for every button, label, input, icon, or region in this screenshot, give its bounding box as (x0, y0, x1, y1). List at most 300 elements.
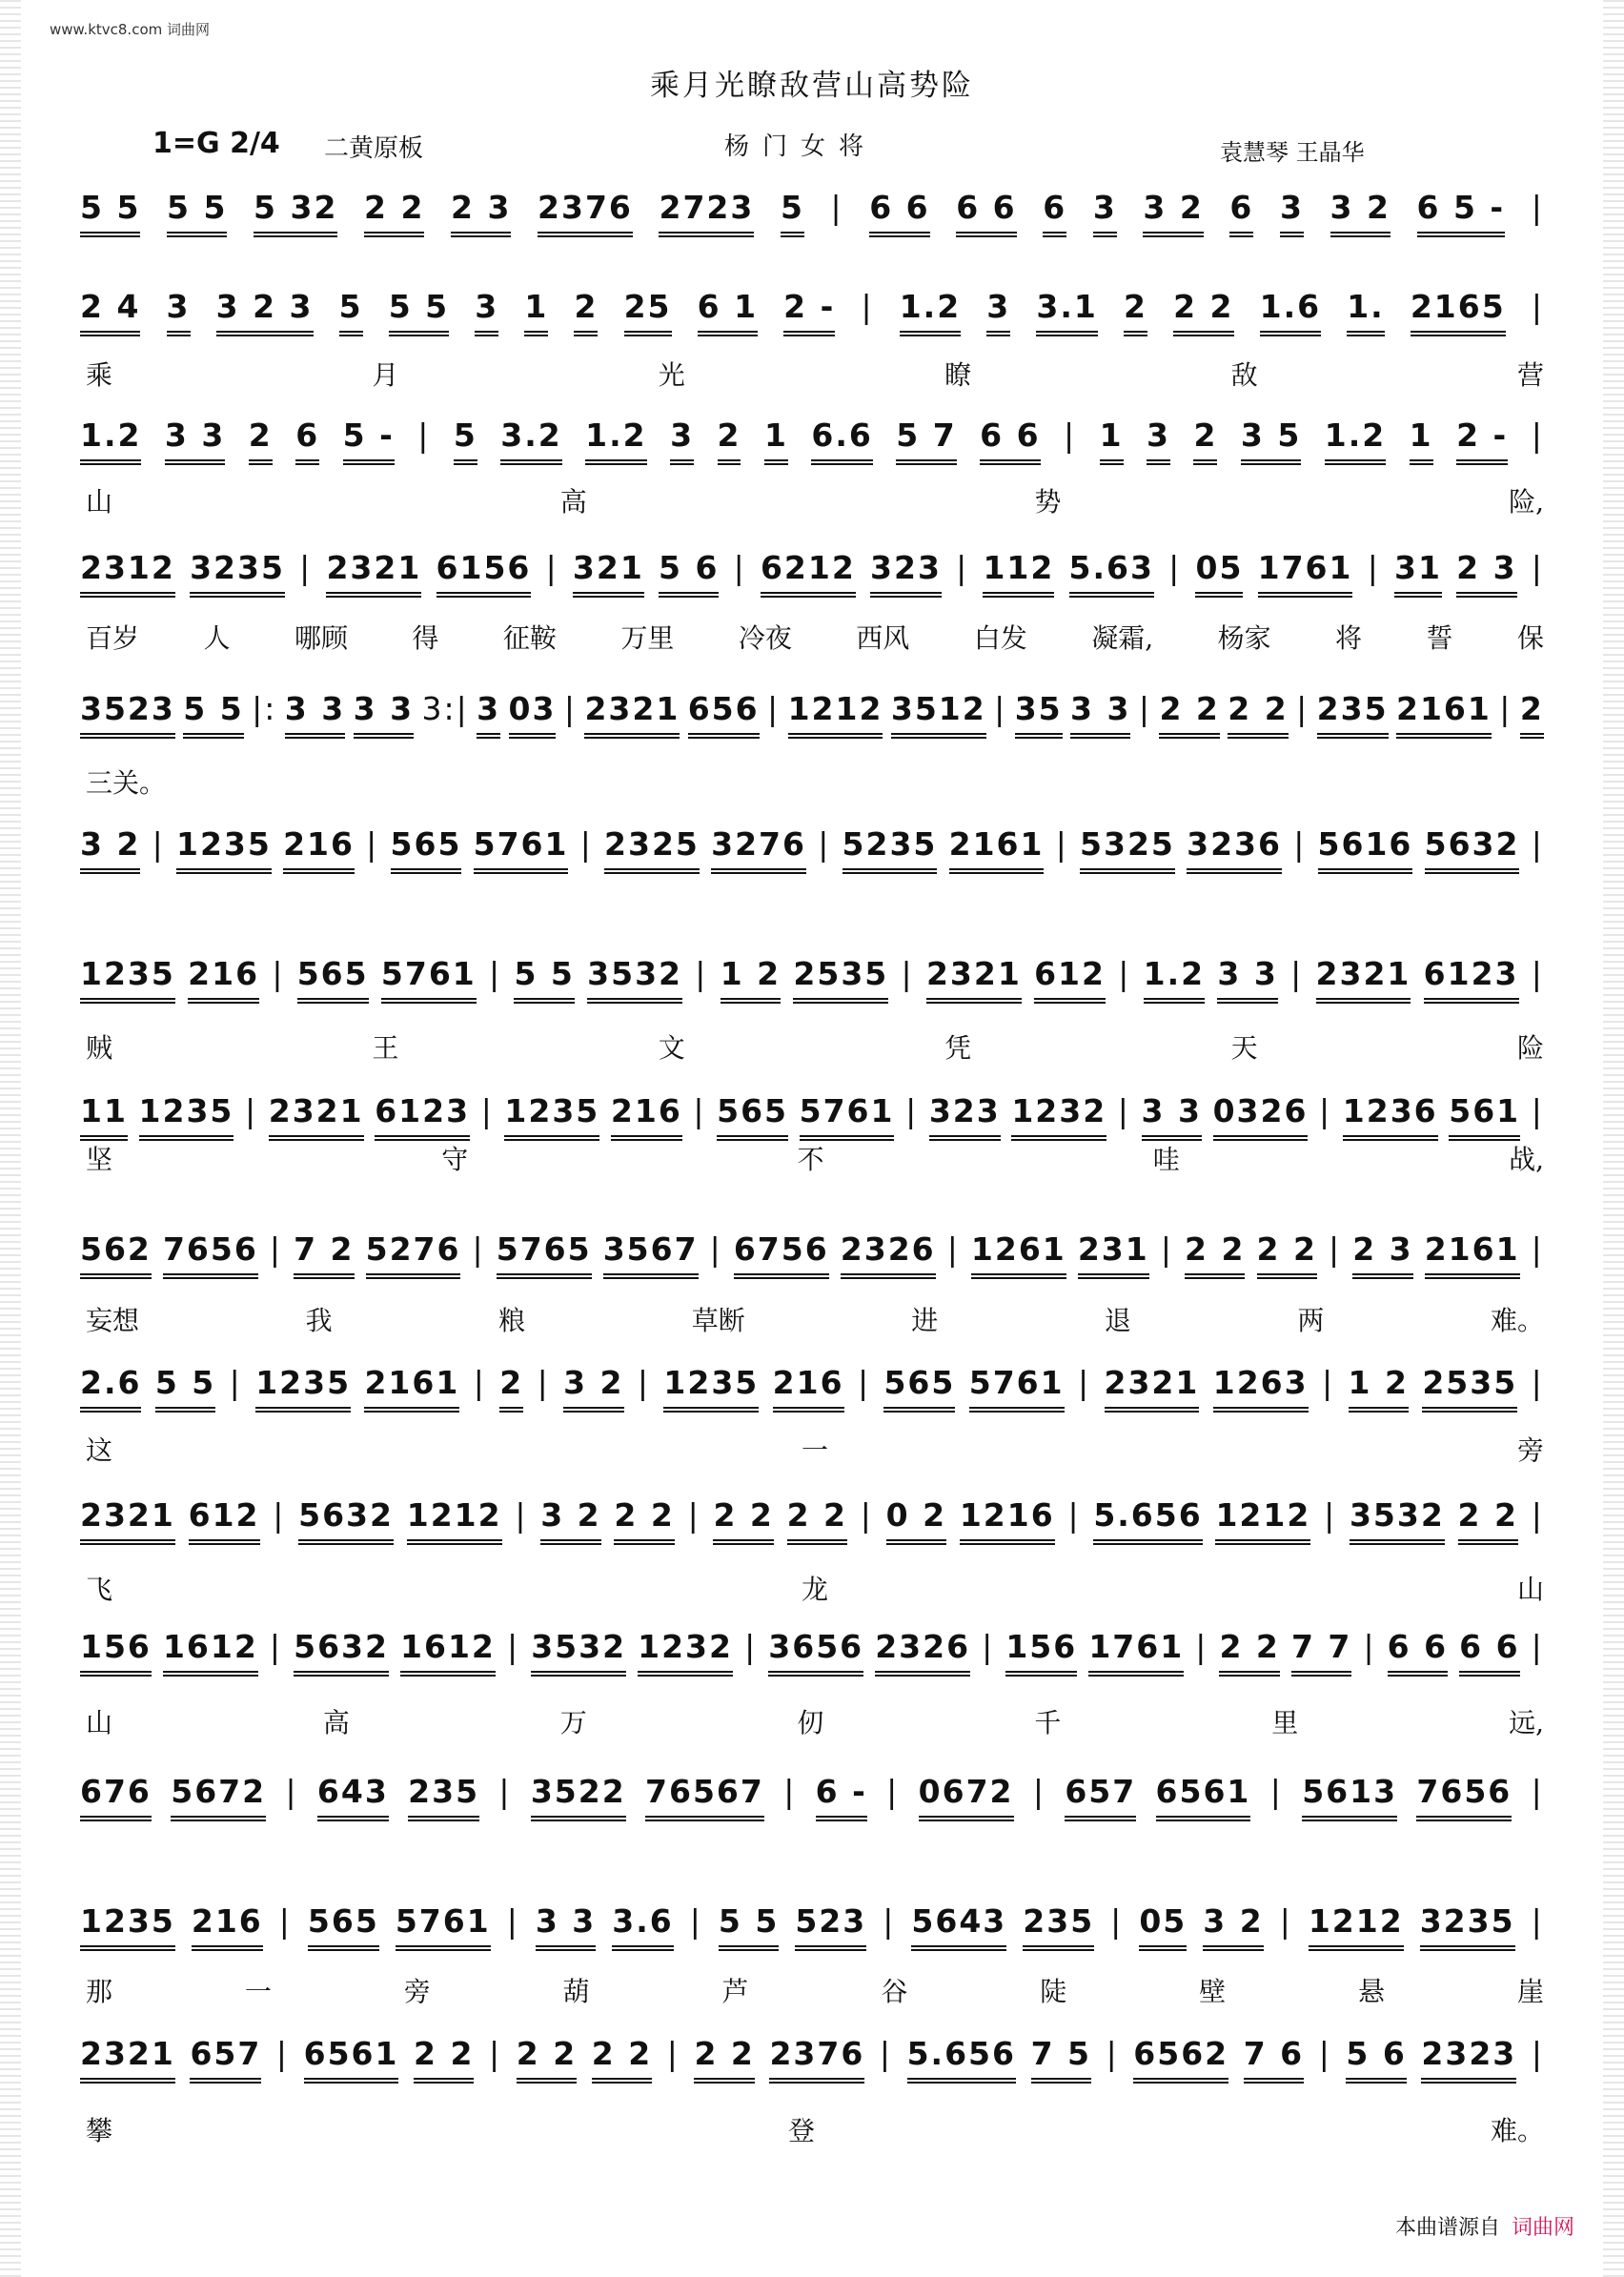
note-group: 5 5 (389, 288, 449, 336)
notation-row-11 (80, 1496, 1544, 1545)
note-group: 1216 (960, 1496, 1055, 1545)
barline: | (1531, 288, 1544, 325)
lyric-syllable: 难。 (1490, 2115, 1544, 2146)
note-group: 2376 (538, 189, 633, 237)
note-group: 5643 (911, 1902, 1006, 1951)
note-group: 5632 (294, 1628, 389, 1677)
barline: | (1329, 1230, 1342, 1268)
barline: | (1531, 1628, 1544, 1665)
note-group: 5.63 (1069, 549, 1154, 598)
note-group: 5761 (474, 825, 569, 874)
lyric-syllable: 得 (412, 622, 439, 654)
barline: | (1318, 2035, 1331, 2072)
note-group: 1 (764, 417, 788, 465)
note-group: 2 3 (451, 189, 511, 237)
note-group: 2376 (769, 2035, 864, 2084)
note-group: 3 2 (80, 825, 140, 874)
note-group: 5 5 (719, 1902, 779, 1951)
note-group: 76567 (645, 1773, 764, 1821)
note-group: 2321 (269, 1092, 364, 1141)
barline: | (857, 1364, 871, 1401)
note-group: 3235 (1420, 1902, 1515, 1951)
lyric-syllable: 悬 (1358, 1976, 1386, 2007)
note-group: 3 3 (1142, 1092, 1202, 1141)
barline: | (1531, 1092, 1544, 1129)
note-group: 657 (190, 2035, 261, 2084)
note-group: 3 3 (1070, 690, 1130, 739)
note-group: 1 (1100, 417, 1124, 465)
note-group: 2.6 (80, 1364, 141, 1413)
lyric-syllable: 营 (1516, 359, 1544, 391)
barline: | (1269, 1773, 1283, 1810)
barline: | (1077, 1364, 1091, 1401)
lyric-syllable: 草断 (691, 1305, 745, 1336)
lyric-syllable: 陡 (1040, 1976, 1067, 2007)
notation-row-6 (80, 825, 1544, 874)
barline: | (472, 1230, 485, 1268)
note-group: 3 (986, 288, 1010, 336)
lyric-row-7 (86, 1027, 1544, 1066)
footer (1395, 2211, 1574, 2241)
note-group: 323 (870, 549, 942, 598)
lyric-syllable: 凝霜, (1091, 622, 1154, 654)
note-group: 1235 (139, 1092, 234, 1141)
note-group: 05 (1139, 1902, 1187, 1951)
note-group: 2723 (659, 189, 754, 237)
note-group: 3 2 (1143, 189, 1203, 237)
barline: | (1319, 1092, 1332, 1129)
lyric-syllable: 退 (1104, 1305, 1131, 1336)
note-group: 1232 (638, 1628, 733, 1677)
lyric-syllable: 里 (1271, 1707, 1299, 1738)
notation-row-1 (80, 189, 1544, 237)
notation-row-12 (80, 1628, 1544, 1677)
lyric-syllable: 瞭 (944, 359, 972, 391)
note-group: 3235 (190, 549, 285, 598)
barline: | (1296, 690, 1309, 727)
note-group: 5 5 (167, 189, 227, 237)
note-group: 3236 (1187, 825, 1282, 874)
note-group: 2 2 (1219, 1628, 1279, 1677)
note-group: 3 (670, 417, 694, 465)
lyric-syllable: 杨家 (1217, 622, 1271, 654)
barline: | (695, 955, 708, 992)
note-group: 3532 (1350, 1496, 1445, 1545)
lyric-syllable: 守 (441, 1144, 469, 1175)
barline: | (1064, 417, 1077, 454)
note-group: 3567 (603, 1230, 699, 1279)
lyric-row-2 (86, 355, 1544, 393)
note-group: 1 (524, 288, 548, 336)
note-group: 5 5 (80, 189, 140, 237)
note-group: 216 (192, 1902, 263, 1951)
barline: | (417, 417, 431, 454)
note-group: 5.656 (1093, 1496, 1202, 1545)
lyric-syllable: 难。 (1490, 1305, 1544, 1336)
lyric-syllable: 天 (1230, 1032, 1258, 1064)
note-group: 216 (773, 1364, 844, 1413)
note-group: 5 5 (155, 1364, 215, 1413)
note-group: 2 2 (614, 1496, 674, 1545)
note-group: 2321 (326, 549, 421, 598)
note-group: 6 (1229, 189, 1253, 237)
lyric-syllable: 一 (801, 1434, 828, 1466)
note-group: 156 (80, 1628, 152, 1677)
meter-style: 二黄原板 (324, 134, 424, 163)
note-group: 1232 (1011, 1092, 1106, 1141)
note-group: 2 2 (1185, 1230, 1245, 1279)
barline: | (366, 825, 379, 863)
note-group: 2 4 (80, 288, 140, 336)
barline: | (506, 1902, 519, 1940)
barline: | (818, 825, 831, 863)
barline: | (1032, 1773, 1045, 1810)
note-group: 2 (499, 1364, 523, 1413)
barline: | (982, 1628, 995, 1665)
lyric-syllable: 哇 (1152, 1144, 1180, 1175)
note-group: 2 3 (1352, 1230, 1412, 1279)
barline: | (689, 1902, 702, 1940)
barline: |: (252, 690, 277, 727)
barline: | (1106, 2035, 1119, 2072)
note-group: 2 2 (414, 2035, 474, 2084)
lyric-syllable: 坚 (86, 1144, 113, 1175)
lyric-syllable: 王 (372, 1032, 399, 1064)
note-group: 6123 (1424, 955, 1519, 1004)
opera-subtitle: 杨门女将 (724, 132, 878, 161)
barline: | (1279, 1902, 1292, 1940)
note-group: 2161 (949, 825, 1045, 874)
lyric-syllable: 山 (1516, 1574, 1544, 1605)
barline: | (1531, 417, 1544, 454)
notation-row-5 (80, 690, 1544, 739)
barline: | (783, 1773, 797, 1810)
note-group: 05 (1195, 549, 1243, 598)
note-group: 235 (1317, 690, 1389, 739)
barline: | (1531, 2035, 1544, 2072)
note-group: 2 - (783, 288, 835, 336)
note-group: 565 (391, 825, 462, 874)
note-group: 1.6 (1260, 288, 1321, 336)
barline: | (886, 1773, 900, 1810)
note-group: 1.2 (1325, 417, 1386, 465)
lyric-syllable: 凭 (944, 1032, 972, 1064)
note-group: 5 6 (1346, 2035, 1406, 2084)
lyric-syllable: 人 (203, 622, 231, 654)
note-group: 1235 (504, 1092, 599, 1141)
note-group: 2312 (80, 549, 175, 598)
note-group: 3 5 (1241, 417, 1301, 465)
barline: | (1110, 1902, 1124, 1940)
note-group: 656 (688, 690, 760, 739)
barline: 3:| (421, 690, 469, 727)
barline: | (1324, 1496, 1337, 1534)
note-group: 156 (1005, 1628, 1077, 1677)
lyric-syllable: 我 (305, 1305, 333, 1336)
notation-row-10 (80, 1364, 1544, 1413)
footer-site-link[interactable]: 词曲网 (1511, 2216, 1574, 2240)
lyric-syllable: 文 (658, 1032, 685, 1064)
lyric-syllable: 敌 (1230, 359, 1258, 391)
note-group: 1.2 (900, 288, 961, 336)
note-group: 3512 (891, 690, 986, 739)
note-group: 5761 (396, 1902, 491, 1951)
barline: | (1531, 1773, 1544, 1810)
lyric-syllable: 百岁 (86, 622, 140, 654)
note-group: 6756 (734, 1230, 829, 1279)
note-group: 5616 (1318, 825, 1413, 874)
note-group: 1.2 (80, 417, 141, 465)
note-group: 03 (509, 690, 557, 739)
lyric-row-11 (86, 1569, 1544, 1607)
barline: | (946, 1230, 960, 1268)
note-group: 1.2 (1144, 955, 1205, 1004)
lyric-row-12 (86, 1702, 1544, 1740)
lyric-syllable: 将 (1335, 622, 1363, 654)
note-group: 2321 (584, 690, 680, 739)
note-group: 2 2 (1159, 690, 1219, 739)
barline: | (1531, 549, 1544, 586)
barline: | (273, 1496, 286, 1534)
lyric-syllable: 进 (911, 1305, 939, 1336)
note-group: 5765 (497, 1230, 592, 1279)
note-group: 6123 (375, 1092, 470, 1141)
right-border-strip (1603, 0, 1624, 2277)
note-group: 323 (929, 1092, 1001, 1141)
barline: | (269, 1628, 283, 1665)
note-group: 3 3 (536, 1902, 596, 1951)
barline: | (1531, 1902, 1544, 1940)
note-group: 7 2 (294, 1230, 354, 1279)
lyric-syllable: 高 (322, 1707, 350, 1738)
lyric-syllable: 攀 (86, 2115, 113, 2146)
note-group: 1612 (400, 1628, 496, 1677)
note-group: 1612 (163, 1628, 258, 1677)
barline: | (1055, 825, 1068, 863)
note-group: 643 (317, 1773, 389, 1821)
barline: | (767, 690, 781, 727)
note-group: 1235 (663, 1364, 759, 1413)
page-title: 乘月光瞭敌营山高势险 (650, 69, 974, 103)
note-group: 2 2 (787, 1496, 847, 1545)
lyric-syllable: 贼 (86, 1032, 113, 1064)
note-group: 3276 (711, 825, 806, 874)
lyric-syllable: 光 (658, 359, 685, 391)
note-group: 6 1 (698, 288, 758, 336)
note-group: 2 2 (592, 2035, 652, 2084)
note-group: 235 (408, 1773, 479, 1821)
note-group: 2321 (80, 1496, 175, 1545)
note-group: 5325 (1080, 825, 1175, 874)
barline: | (515, 1496, 528, 1534)
note-group: 2 2 (517, 2035, 577, 2084)
barline: | (994, 690, 1007, 727)
lyric-syllable: 旁 (1516, 1434, 1544, 1466)
note-group: 5 (781, 189, 804, 237)
note-group: 1263 (1213, 1364, 1309, 1413)
lyric-syllable: 芦 (721, 1976, 749, 2007)
barline: | (229, 1364, 242, 1401)
lyric-syllable: 登 (787, 2115, 815, 2146)
barline: | (693, 1092, 706, 1129)
lyric-syllable: 谷 (881, 1976, 908, 2007)
barline: | (1531, 1496, 1544, 1534)
note-group: 7 5 (1031, 2035, 1091, 2084)
barline: | (956, 549, 969, 586)
note-group: 2165 (1411, 288, 1506, 336)
note-group: 6 6 (980, 417, 1040, 465)
lyric-syllable: 战, (1509, 1144, 1544, 1175)
notation-row-3 (80, 417, 1544, 465)
note-group: 235 (1023, 1902, 1094, 1951)
barline: | (489, 955, 502, 992)
lyric-syllable: 妄想 (86, 1305, 140, 1336)
note-group: 5 5 (183, 690, 243, 739)
note-group: 3 (475, 288, 498, 336)
note-group: 5761 (969, 1364, 1065, 1413)
note-group: 216 (283, 825, 355, 874)
note-group: 31 (1394, 549, 1442, 598)
barline: | (901, 955, 914, 992)
note-group: 565 (883, 1364, 955, 1413)
note-group: 2161 (1396, 690, 1492, 739)
note-group: 35 (1015, 690, 1063, 739)
note-group: 565 (297, 955, 369, 1004)
note-group: 6562 (1133, 2035, 1228, 2084)
lyric-syllable: 仞 (797, 1707, 824, 1738)
barline: | (1499, 690, 1512, 727)
lyric-syllable: 月 (372, 359, 399, 391)
barline: | (299, 549, 313, 586)
note-group: 2 (1520, 690, 1544, 739)
lyric-row-10 (86, 1430, 1544, 1468)
note-group: 2535 (793, 955, 888, 1004)
lyric-row-14 (86, 1971, 1544, 2009)
note-group: 0672 (919, 1773, 1014, 1821)
note-group: 5235 (842, 825, 938, 874)
lyric-syllable: 山 (86, 486, 113, 518)
site-watermark: www.ktvc8.com 词曲网 (50, 21, 211, 38)
note-group: 2 (574, 288, 598, 336)
note-group: 7 6 (1244, 2035, 1304, 2084)
note-group: 231 (1078, 1230, 1149, 1279)
note-group: 2321 (926, 955, 1022, 1004)
lyric-syllable: 势 (1034, 486, 1062, 518)
note-group: 562 (80, 1230, 152, 1279)
note-group: 3 3 (354, 690, 414, 739)
note-group: 2321 (1316, 955, 1411, 1004)
left-border-strip (0, 0, 21, 2277)
note-group: 3532 (531, 1628, 626, 1677)
note-group: 2 (249, 417, 273, 465)
note-group: 6156 (436, 549, 532, 598)
note-group: 5276 (366, 1230, 461, 1279)
barline: | (498, 1773, 512, 1810)
barline: | (1367, 549, 1380, 586)
footer-source-label: 本曲谱源自 (1394, 2216, 1500, 2240)
note-group: 657 (1065, 1773, 1136, 1821)
note-group: 2 2 (713, 1496, 773, 1545)
lyric-syllable: 山 (86, 1707, 113, 1738)
barline: | (1118, 955, 1131, 992)
lyric-syllable: 万里 (620, 622, 675, 654)
note-group: 3656 (768, 1628, 863, 1677)
note-group: 3522 (531, 1773, 626, 1821)
barline: | (1067, 1496, 1081, 1534)
barline: | (506, 1628, 520, 1665)
barline: | (480, 1092, 494, 1129)
lyric-syllable: 冷夜 (738, 622, 792, 654)
note-group: 2 - (1456, 417, 1508, 465)
barline: | (152, 825, 165, 863)
note-group: 561 (1449, 1092, 1520, 1141)
note-group: 1 2 (721, 955, 781, 1004)
note-group: 11 (80, 1092, 128, 1141)
note-group: 1. (1347, 288, 1385, 336)
barline: | (709, 1230, 722, 1268)
note-group: 3523 (80, 690, 175, 739)
barline: | (1290, 955, 1304, 992)
lyric-syllable: 飞 (86, 1574, 113, 1605)
barline: | (1531, 955, 1544, 992)
note-group: 3 2 (563, 1364, 623, 1413)
notation-row-9 (80, 1230, 1544, 1279)
note-group: 3 (1280, 189, 1304, 237)
notation-row-2 (80, 288, 1544, 336)
barline: | (830, 189, 843, 226)
note-group: 3 3 (165, 417, 225, 465)
note-group: 1761 (1088, 1628, 1184, 1677)
note-group: 5 (454, 417, 477, 465)
notation-row-15 (80, 2035, 1544, 2084)
note-group: 612 (189, 1496, 260, 1545)
note-group: 1212 (407, 1496, 502, 1545)
note-group: 2161 (364, 1364, 459, 1413)
performers: 袁慧琴 王晶华 (1220, 139, 1365, 166)
note-group: 3 2 (1203, 1902, 1263, 1951)
note-group: 1235 (80, 1902, 175, 1951)
note-group: 2 2 (1228, 690, 1288, 739)
barline: | (1531, 189, 1544, 226)
note-group: 3 2 (540, 1496, 600, 1545)
key-signature: 1=G 2/4 (152, 127, 280, 160)
note-group: 6 6 (956, 189, 1016, 237)
note-group: 2326 (841, 1230, 936, 1279)
note-group: 2 (718, 417, 741, 465)
note-group: 5761 (381, 955, 477, 1004)
note-group: 1 2 (1349, 1364, 1409, 1413)
lyric-syllable: 那 (86, 1976, 113, 2007)
note-group: 2 2 (1173, 288, 1233, 336)
lyric-syllable: 千 (1034, 1707, 1062, 1738)
note-group: 2161 (1425, 1230, 1520, 1279)
lyric-syllable: 险 (1516, 1032, 1544, 1064)
barline: | (1293, 825, 1307, 863)
lyric-syllable: 誓 (1426, 622, 1453, 654)
note-group: 0 2 (886, 1496, 946, 1545)
barline: | (489, 2035, 502, 2072)
note-group: 2 2 (694, 2035, 754, 2084)
note-group: 1761 (1258, 549, 1353, 598)
note-group: 5.656 (907, 2035, 1016, 2084)
note-group: 7656 (1416, 1773, 1512, 1821)
lyric-row-8 (86, 1139, 1544, 1177)
lyric-syllable: 哪顾 (294, 622, 348, 654)
lyric-row-9 (86, 1300, 1544, 1338)
notation-row-13 (80, 1773, 1544, 1821)
notation-row-4 (80, 549, 1544, 598)
lyric-row-15 (86, 2110, 1544, 2148)
